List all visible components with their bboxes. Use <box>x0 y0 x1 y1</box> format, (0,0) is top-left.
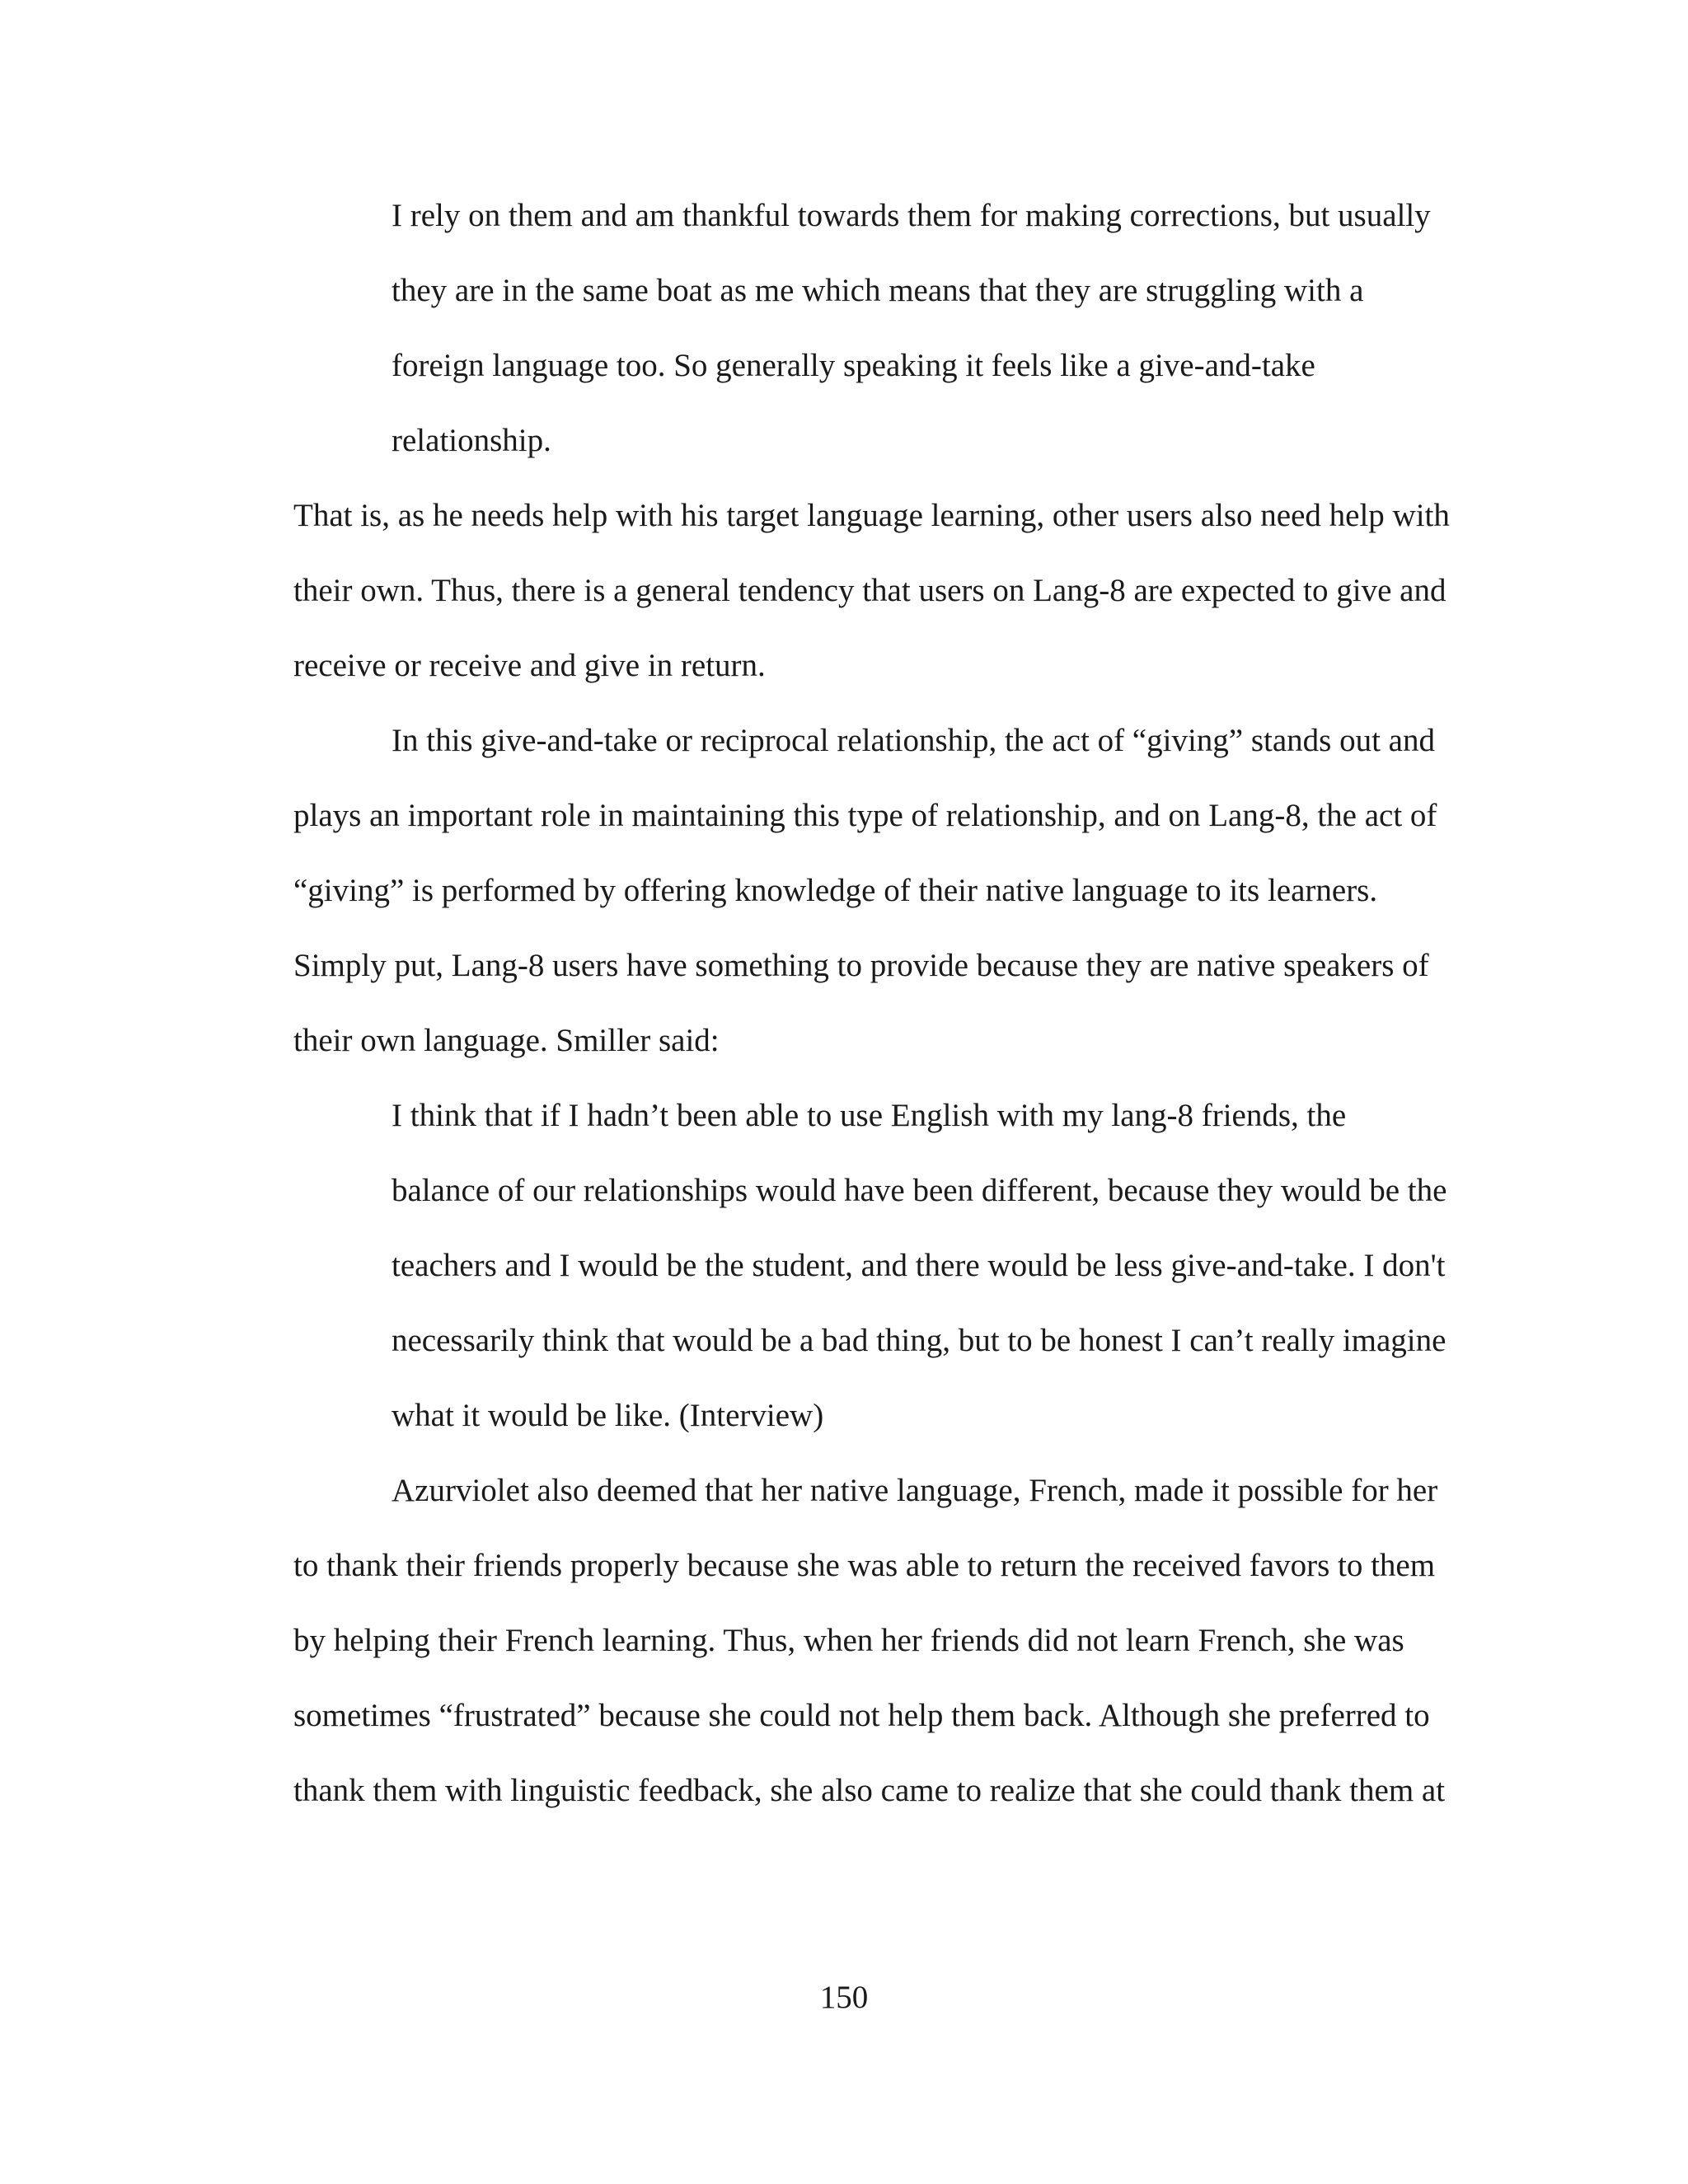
paragraph-2-line-4: Simply put, Lang-8 users have something to provide because they are native speakers of <box>293 948 1429 983</box>
paragraph-2-line-3: “giving” is performed by offering knowledge of their native language to its learners. <box>293 873 1378 908</box>
block-quote-2-line-1: I think that if I hadn’t been able to use English with my lang-8 friends, the <box>392 1098 1347 1133</box>
block-quote-1-line-1: I rely on them and am thankful towards them for making corrections, but usually <box>392 198 1431 233</box>
paragraph-3-line-5: thank them with linguistic feedback, she also came to realize that she could thank them at <box>293 1773 1446 1808</box>
paragraph-2-line-1: In this give-and-take or reciprocal relationship, the act of “giving” stands out and <box>392 723 1435 758</box>
block-quote-1-line-2: they are in the same boat as me which means that they are struggling with a <box>392 273 1364 308</box>
block-quote-2-line-2: balance of our relationships would have been different, because they would be the <box>392 1173 1447 1208</box>
block-quote-2-line-5: what it would be like. (Interview) <box>392 1398 824 1433</box>
block-quote-1-line-3: foreign language too. So generally speaking it feels like a give-and-take <box>392 348 1315 383</box>
page-number: 150 <box>819 1980 869 2015</box>
paragraph-2-line-2: plays an important role in maintaining this type of relationship, and on Lang-8, the act of <box>293 798 1437 833</box>
block-quote-1-line-4: relationship. <box>392 423 551 458</box>
block-quote-2-line-3: teachers and I would be the student, and there would be less give-and-take. I don't <box>392 1248 1446 1283</box>
paragraph-3-line-2: to thank their friends properly because she was able to return the received favors to them <box>293 1548 1436 1583</box>
paragraph-3-line-1: Azurviolet also deemed that her native language, French, made it possible for her <box>392 1473 1438 1508</box>
paragraph-3-line-3: by helping their French learning. Thus, when her friends did not learn French, she was <box>293 1623 1404 1658</box>
block-quote-2-line-4: necessarily think that would be a bad thing, but to be honest I can’t really imagine <box>392 1323 1447 1358</box>
paragraph-1-line-2: their own. Thus, there is a general tendency that users on Lang-8 are expected to give and <box>293 573 1447 608</box>
paragraph-2-line-5: their own language. Smiller said: <box>293 1023 720 1058</box>
paragraph-1-line-1: That is, as he needs help with his target language learning, other users also need help with <box>293 498 1450 533</box>
paragraph-3-line-4: sometimes “frustrated” because she could not help them back. Although she preferred to <box>293 1698 1430 1733</box>
paragraph-1-line-3: receive or receive and give in return. <box>293 648 766 683</box>
